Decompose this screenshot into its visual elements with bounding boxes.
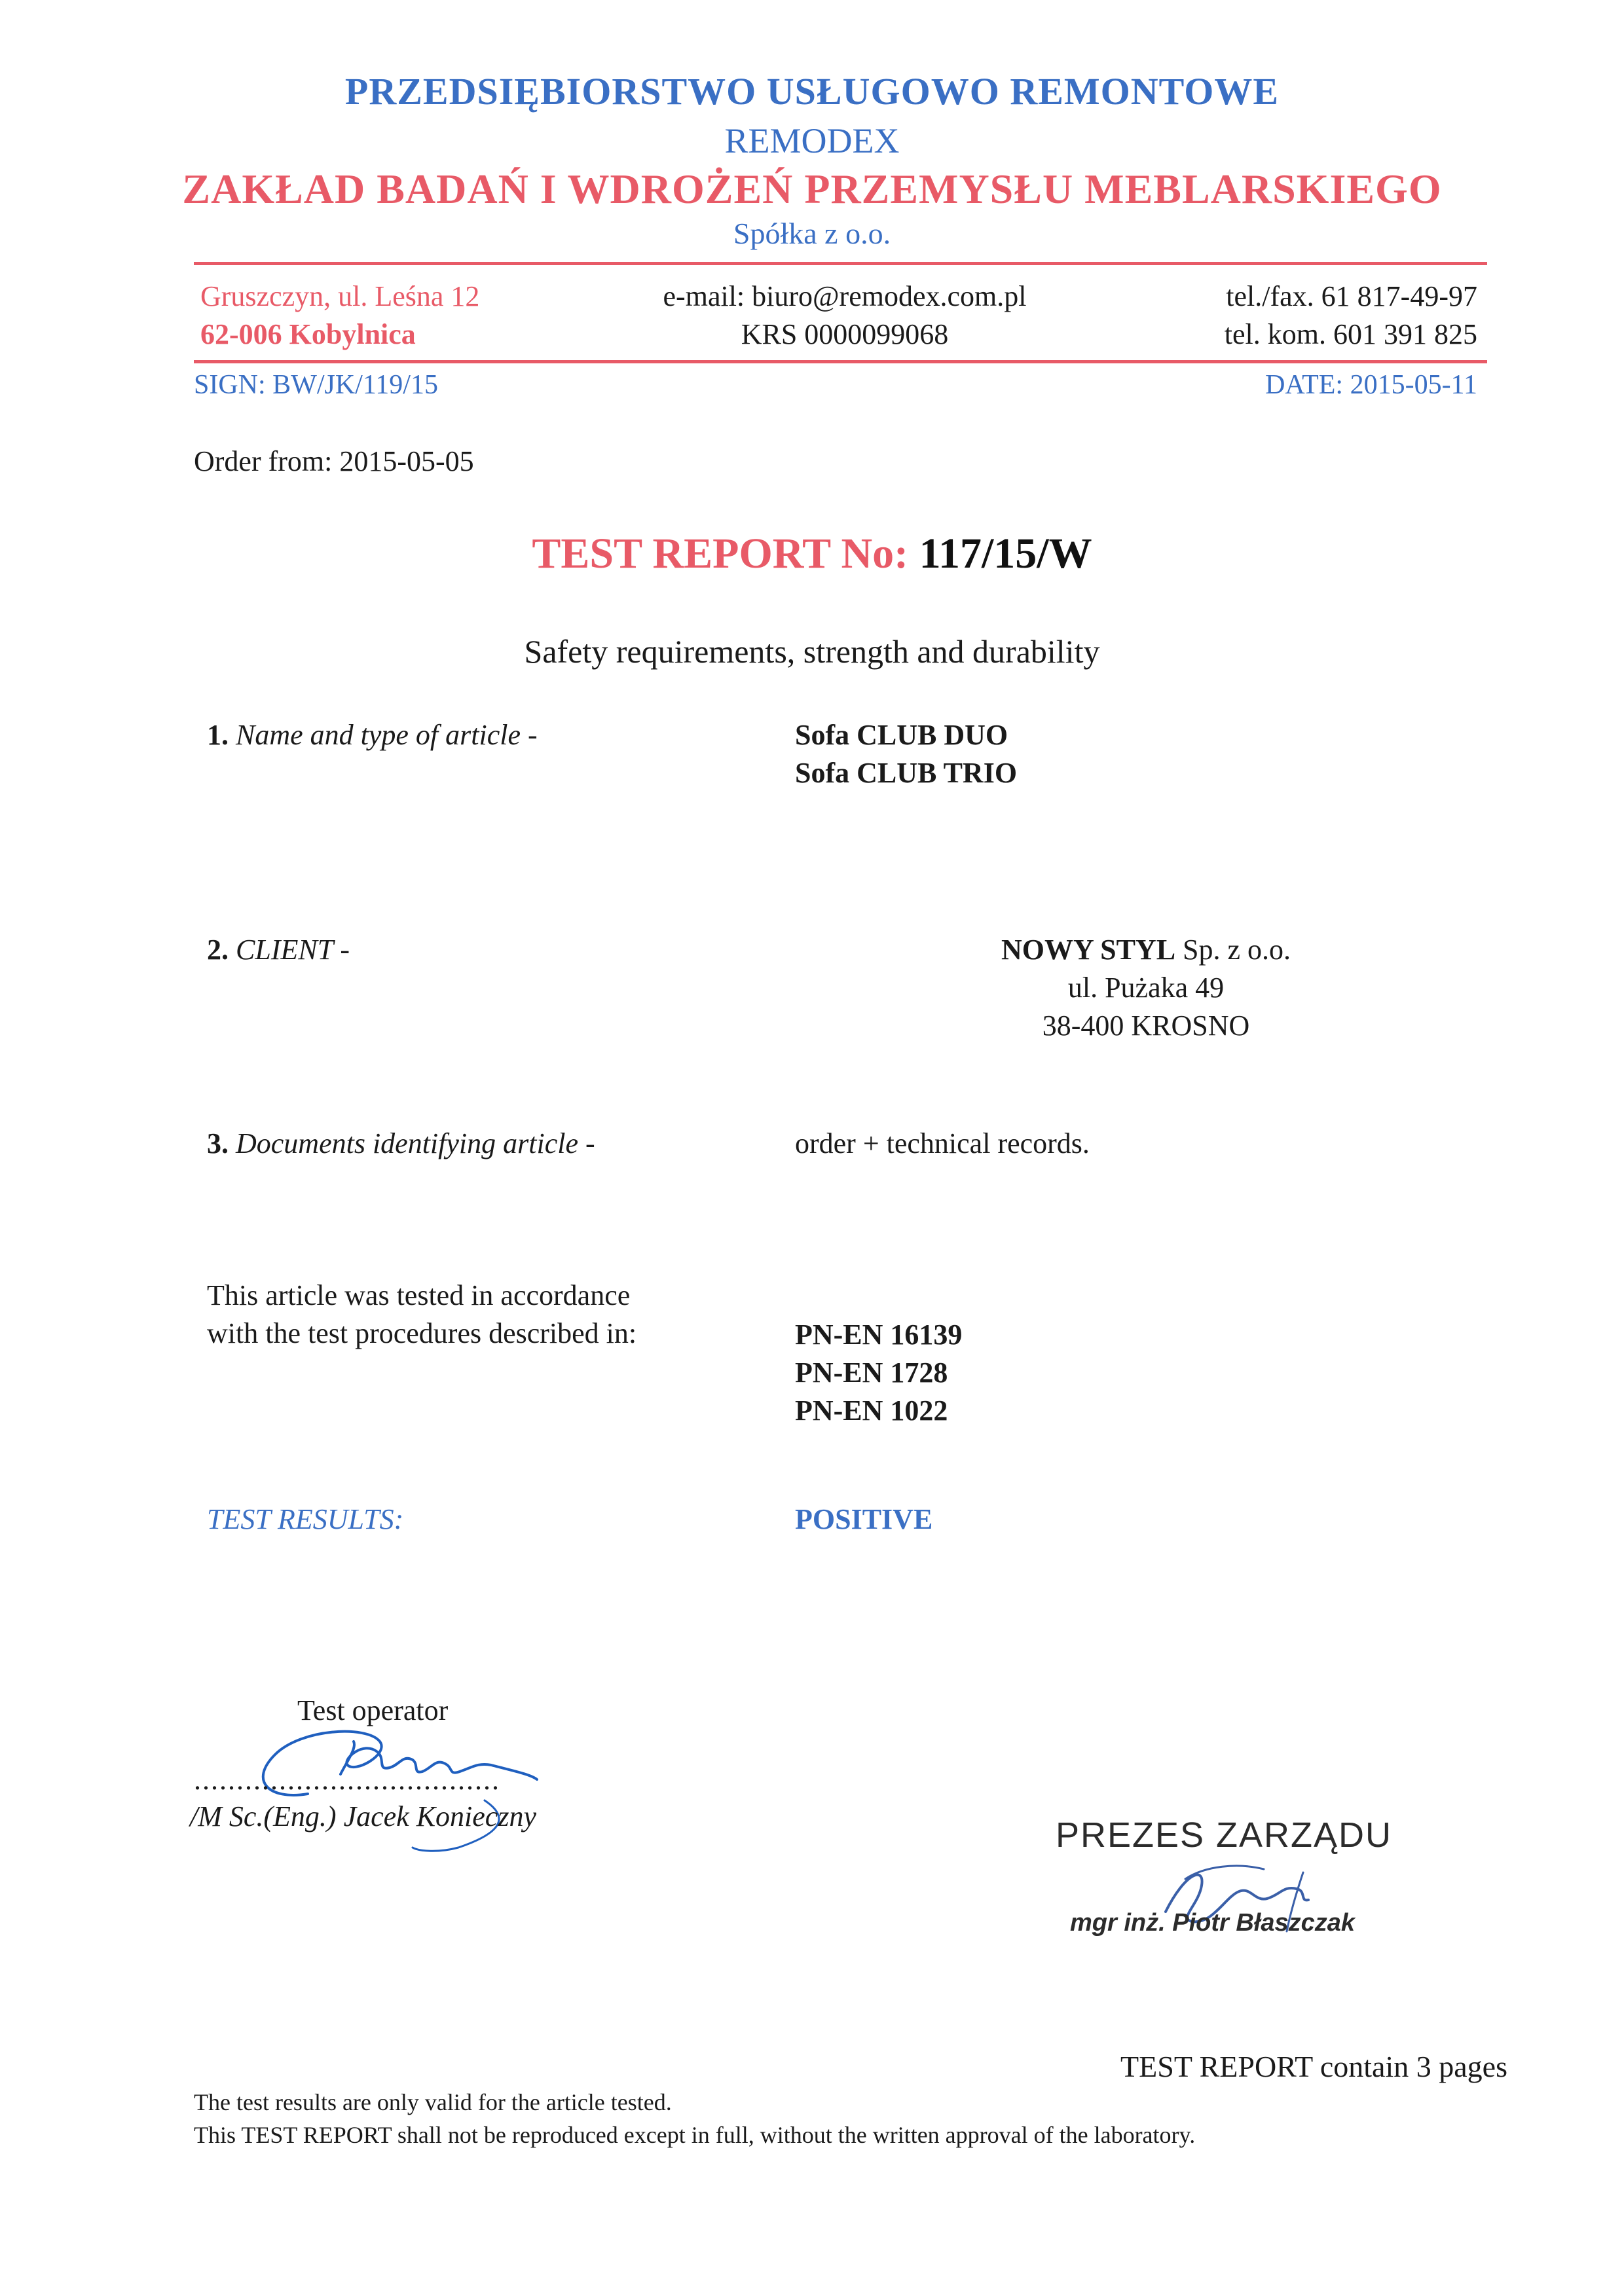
item1-label [207, 716, 538, 754]
accordance-line2: with the test procedures described in: [207, 1317, 637, 1349]
board-signature-stroke-2 [1185, 1866, 1264, 1879]
report-number: 117/15/W [919, 530, 1092, 577]
address-line: Gruszczyn, ul. Leśna 12 [200, 280, 480, 312]
client-city: 38-400 KROSNO [1042, 1010, 1250, 1042]
item1-text: Name and type of article - [229, 719, 538, 751]
client-company-suffix: Sp. z o.o. [1175, 934, 1291, 966]
signature-dotted-line: .................................... [194, 1764, 500, 1796]
email-line: e-mail: biuro@remodex.com.pl [663, 280, 1027, 312]
test-results-label: TEST RESULTS: [207, 1503, 404, 1535]
company-name-line2: REMODEX [724, 121, 900, 160]
footer-line1: The test results are only valid for the article tested. [194, 2089, 672, 2115]
report-date: DATE: 2015-05-11 [1265, 370, 1477, 400]
report-title [0, 529, 1624, 579]
item3-value: order + technical records. [795, 1127, 1090, 1159]
accordance-line1: This article was tested in accordance [207, 1279, 631, 1311]
telfax-line: tel./fax. 61 817-49-97 [1226, 280, 1477, 312]
item2-label [207, 931, 350, 969]
company-name-line3: ZAKŁAD BADAŃ I WDROŻEŃ PRZEMYSŁU MEBLARSKIEGO [182, 166, 1442, 212]
item3-number: 3. [207, 1127, 229, 1159]
postcode-line: 62-006 Kobylnica [200, 318, 416, 350]
report-title-prefix: TEST REPORT No: [532, 530, 919, 577]
footer-line2: This TEST REPORT shall not be reproduced except in full, without the written approval of the laboratory. [194, 2122, 1196, 2148]
client-street: ul. Pużaka 49 [1067, 972, 1225, 1004]
stamp-title: PREZES ZARZĄDU [1056, 1815, 1393, 1855]
mobile-line: tel. kom. 601 391 825 [1224, 318, 1477, 350]
standard-3: PN-EN 1022 [795, 1394, 948, 1427]
item1-number: 1. [207, 719, 229, 751]
item1-value-1: Sofa CLUB DUO [795, 719, 1008, 751]
header-top-rule [194, 262, 1487, 265]
item2-text: CLIENT - [229, 934, 350, 966]
client-company [884, 931, 1408, 969]
report-subtitle: Safety requirements, strength and durability [524, 633, 1100, 670]
item1-value-2: Sofa CLUB TRIO [795, 757, 1018, 789]
test-results-value: POSITIVE [795, 1503, 933, 1535]
item3-text: Documents identifying article - [229, 1127, 595, 1159]
sign-reference: SIGN: BW/JK/119/15 [194, 370, 438, 400]
operator-name: /M Sc.(Eng.) Jacek Konieczny [190, 1800, 536, 1832]
item3-label [207, 1125, 595, 1163]
company-name-line1: PRZEDSIĘBIORSTWO USŁUGOWO REMONTOWE [344, 70, 1280, 113]
standard-2: PN-EN 1728 [795, 1357, 948, 1389]
order-from: Order from: 2015-05-05 [194, 445, 474, 477]
company-name-line4: Spółka z o.o. [733, 217, 891, 250]
header-bottom-rule [194, 360, 1487, 363]
krs-line: KRS 0000099068 [741, 318, 949, 350]
standard-1: PN-EN 16139 [795, 1319, 963, 1351]
test-operator-label: Test operator [297, 1694, 449, 1726]
item2-number: 2. [207, 934, 229, 966]
client-company-name: NOWY STYL [1001, 934, 1176, 966]
pages-note: TEST REPORT contain 3 pages [1120, 2050, 1507, 2083]
stamp-name: mgr inż. Piotr Błaszczak [1070, 1909, 1356, 1937]
